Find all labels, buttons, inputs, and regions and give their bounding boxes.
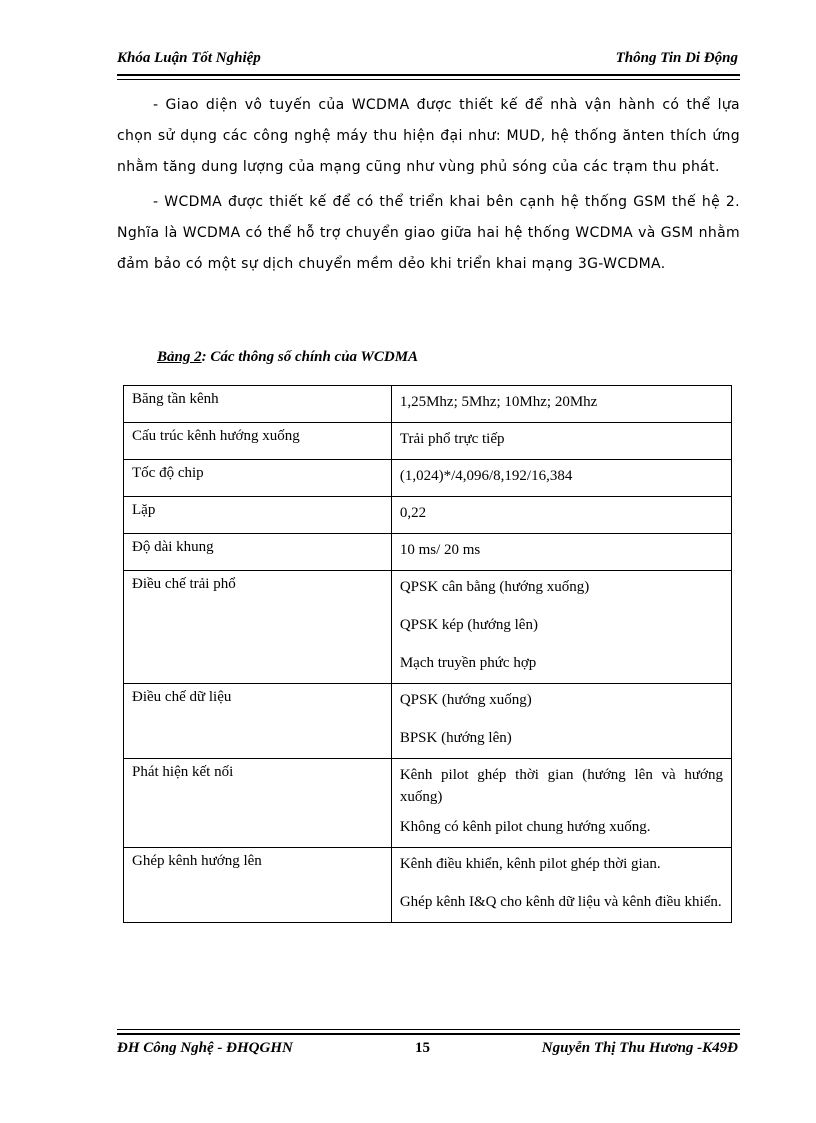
param-cell: Điều chế dữ liệu xyxy=(124,684,392,759)
body-text xyxy=(117,90,740,284)
wcdma-spec-table xyxy=(123,385,732,923)
paragraph-1: - Giao diện vô tuyến của WCDMA được thiết kế để nhà vận hành có thể lựa chọn sử dụng các công nghệ máy thu hiện đại như: MUD, hệ thống ănten thích ứng nhằm tăng dung lượng của mạng cũng như vùng phủ sóng của các trạm thu phát. xyxy=(117,97,740,175)
value-cell xyxy=(391,759,731,848)
footer-rule-thin xyxy=(117,1029,740,1030)
value-line: Ghép kênh I&Q cho kênh dữ liệu và kênh điều khiển. xyxy=(399,894,722,910)
value-line: QPSK cân bằng (hướng xuống) xyxy=(399,579,590,595)
value-line: 0,22 xyxy=(399,505,427,521)
header-right-title: Thông Tin Di Động xyxy=(615,50,738,66)
value-cell xyxy=(391,423,731,460)
footer-author: Nguyễn Thị Thu Hương -K49Đ xyxy=(541,1040,738,1056)
table-caption xyxy=(157,349,418,366)
header-rule-thin xyxy=(117,79,740,80)
table-row xyxy=(124,386,732,423)
table-caption-label: Bảng 2 xyxy=(157,349,202,365)
table-row xyxy=(124,571,732,684)
value-line: Kênh pilot ghép thời gian (hướng lên và hướng xuống) xyxy=(399,767,723,805)
page-header xyxy=(117,46,738,72)
value-line: Trải phổ trực tiếp xyxy=(399,431,505,447)
value-line: Kênh điều khiển, kênh pilot ghép thời gian. xyxy=(399,856,661,872)
value-line: Mạch truyền phức hợp xyxy=(399,655,537,671)
param-cell: Ghép kênh hướng lên xyxy=(124,848,392,923)
header-rule-thick xyxy=(117,74,740,76)
value-cell xyxy=(391,684,731,759)
param-cell: Tốc độ chip xyxy=(124,460,392,497)
paragraph-2: - WCDMA được thiết kế để có thể triển khai bên cạnh hệ thống GSM thế hệ 2. Nghĩa là WCDMA có thể hỗ trợ chuyển giao giữa hai hệ thống WCDMA và GSM nhằm đảm bảo có một sự dịch chuyển mềm dẻo khi triển khai mạng 3G-WCDMA. xyxy=(117,194,740,272)
param-cell: Độ dài khung xyxy=(124,534,392,571)
value-line: 1,25Mhz; 5Mhz; 10Mhz; 20Mhz xyxy=(399,394,598,410)
value-line: QPSK kép (hướng lên) xyxy=(399,617,538,633)
table-caption-text: : Các thông số chính của WCDMA xyxy=(201,349,419,365)
table-row xyxy=(124,848,732,923)
table-row xyxy=(124,759,732,848)
header-left-title: Khóa Luận Tốt Nghiệp xyxy=(117,50,261,66)
value-line: QPSK (hướng xuống) xyxy=(399,692,532,708)
param-cell: Điều chế trải phổ xyxy=(124,571,392,684)
value-cell xyxy=(391,848,731,923)
param-cell: Lặp xyxy=(124,497,392,534)
value-line: Không có kênh pilot chung hướng xuống. xyxy=(399,819,651,835)
value-cell xyxy=(391,534,731,571)
page-number: 15 xyxy=(415,1040,430,1056)
value-line: 10 ms/ 20 ms xyxy=(399,542,481,558)
footer-rule-thick xyxy=(117,1033,740,1035)
table-row xyxy=(124,684,732,759)
table-row xyxy=(124,460,732,497)
param-cell: Băng tần kênh xyxy=(124,386,392,423)
table-row xyxy=(124,423,732,460)
value-cell xyxy=(391,386,731,423)
value-cell xyxy=(391,571,731,684)
footer-institution: ĐH Công Nghệ - ĐHQGHN xyxy=(117,1040,293,1056)
table-row xyxy=(124,497,732,534)
value-line: BPSK (hướng lên) xyxy=(399,730,512,746)
param-cell: Cấu trúc kênh hướng xuống xyxy=(124,423,392,460)
page-footer xyxy=(117,1040,738,1064)
value-cell xyxy=(391,460,731,497)
table-row xyxy=(124,534,732,571)
value-cell xyxy=(391,497,731,534)
param-cell: Phát hiện kết nối xyxy=(124,759,392,848)
value-line: (1,024)*/4,096/8,192/16,384 xyxy=(399,468,573,484)
